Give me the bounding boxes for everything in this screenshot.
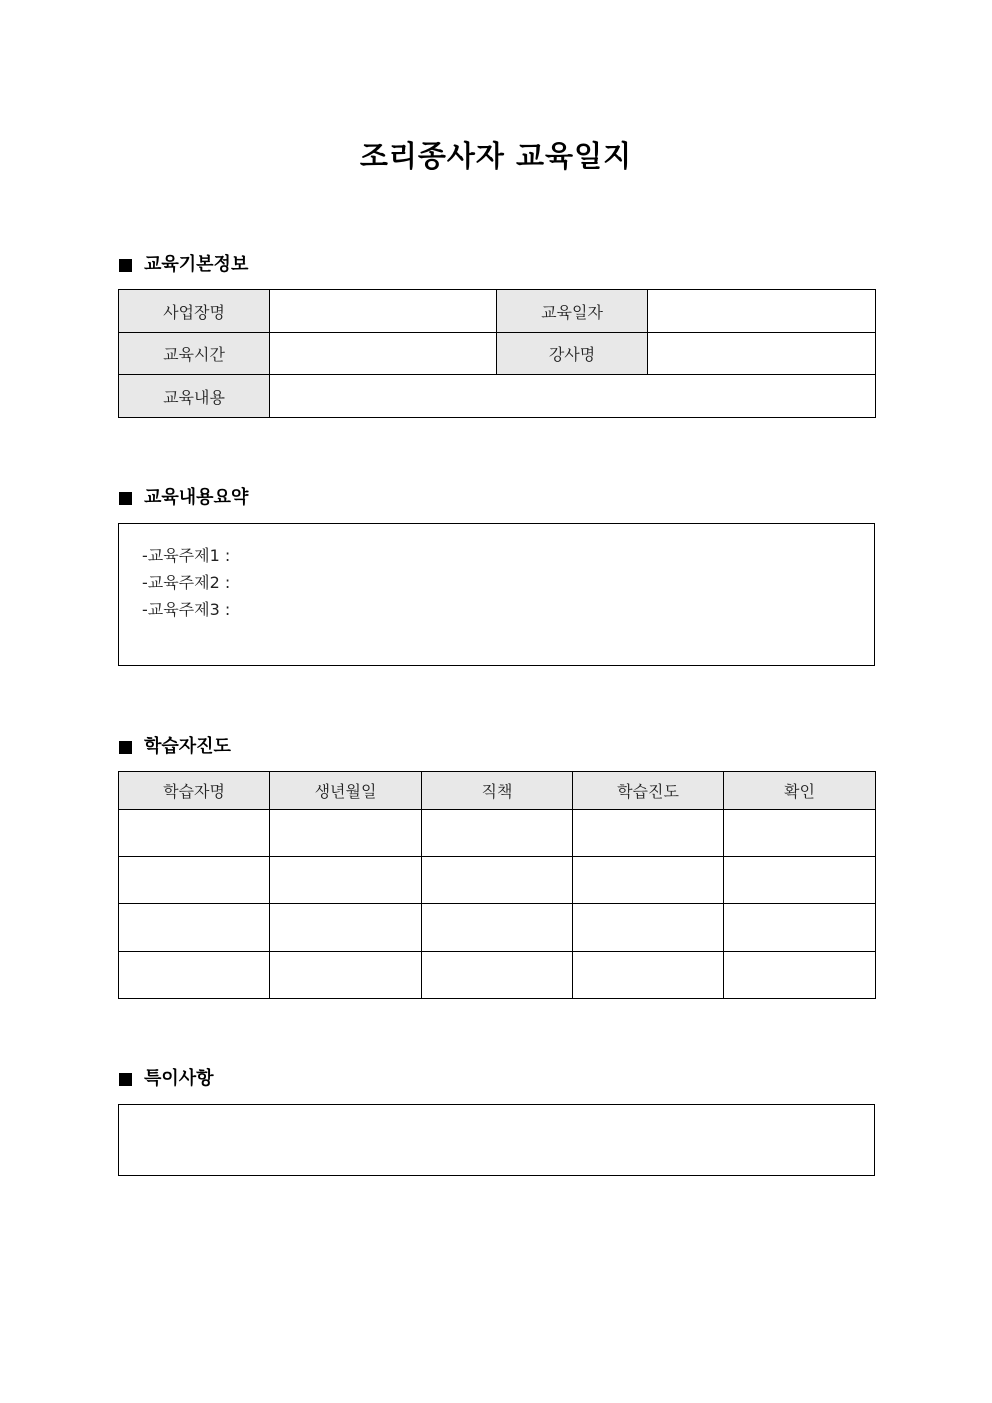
position-cell[interactable]	[422, 810, 573, 857]
square-bullet-icon	[119, 1073, 132, 1086]
topic-1: -교육주제1 :	[142, 546, 231, 565]
progress-table	[118, 771, 876, 999]
basic-info-table	[118, 289, 876, 418]
table-row	[119, 857, 876, 904]
progress-cell[interactable]	[573, 810, 724, 857]
square-bullet-icon	[119, 259, 132, 272]
section-heading-label: 교육내용요약	[144, 487, 249, 508]
position-cell[interactable]	[422, 952, 573, 999]
education-content-label: 교육내용	[119, 375, 270, 418]
business-name-label: 사업장명	[119, 290, 270, 333]
column-header-progress: 학습진도	[573, 772, 724, 810]
square-bullet-icon	[119, 492, 132, 505]
instructor-name-label: 강사명	[497, 333, 648, 375]
education-time-field[interactable]	[270, 333, 497, 375]
progress-cell[interactable]	[573, 857, 724, 904]
remarks-box[interactable]	[118, 1104, 875, 1176]
learner-name-cell[interactable]	[119, 857, 270, 904]
confirm-cell[interactable]	[724, 810, 876, 857]
table-row	[119, 333, 876, 375]
section-heading-label: 특이사항	[144, 1068, 214, 1089]
table-row	[119, 375, 876, 418]
square-bullet-icon	[119, 741, 132, 754]
table-header-row	[119, 772, 876, 810]
column-header-learner-name: 학습자명	[119, 772, 270, 810]
learner-name-cell[interactable]	[119, 952, 270, 999]
table-row	[119, 810, 876, 857]
education-content-field[interactable]	[270, 375, 876, 418]
learner-name-cell[interactable]	[119, 904, 270, 952]
section-heading-label: 학습자진도	[144, 736, 231, 757]
birth-date-cell[interactable]	[270, 952, 422, 999]
column-header-birth-date: 생년월일	[270, 772, 422, 810]
topic-2: -교육주제2 :	[142, 573, 231, 592]
section-heading-label: 교육기본정보	[144, 254, 249, 275]
topic-list	[142, 542, 230, 623]
page-title: 조리종사자 교육일지	[359, 139, 633, 173]
education-date-field[interactable]	[648, 290, 876, 333]
birth-date-cell[interactable]	[270, 904, 422, 952]
progress-cell[interactable]	[573, 952, 724, 999]
instructor-name-field[interactable]	[648, 333, 876, 375]
position-cell[interactable]	[422, 904, 573, 952]
section-heading-basic-info	[119, 253, 248, 277]
business-name-field[interactable]	[270, 290, 497, 333]
summary-box[interactable]	[118, 523, 875, 666]
confirm-cell[interactable]	[724, 857, 876, 904]
column-header-position: 직책	[422, 772, 573, 810]
table-row	[119, 952, 876, 999]
education-time-label: 교육시간	[119, 333, 270, 375]
confirm-cell[interactable]	[724, 952, 876, 999]
confirm-cell[interactable]	[724, 904, 876, 952]
birth-date-cell[interactable]	[270, 857, 422, 904]
learner-name-cell[interactable]	[119, 810, 270, 857]
position-cell[interactable]	[422, 857, 573, 904]
education-date-label: 교육일자	[497, 290, 648, 333]
section-heading-remarks	[119, 1067, 214, 1091]
table-row	[119, 904, 876, 952]
topic-3: -교육주제3 :	[142, 600, 231, 619]
section-heading-summary	[119, 486, 248, 510]
birth-date-cell[interactable]	[270, 810, 422, 857]
table-row	[119, 290, 876, 333]
column-header-confirm: 확인	[724, 772, 876, 810]
progress-cell[interactable]	[573, 904, 724, 952]
section-heading-progress	[119, 735, 231, 759]
